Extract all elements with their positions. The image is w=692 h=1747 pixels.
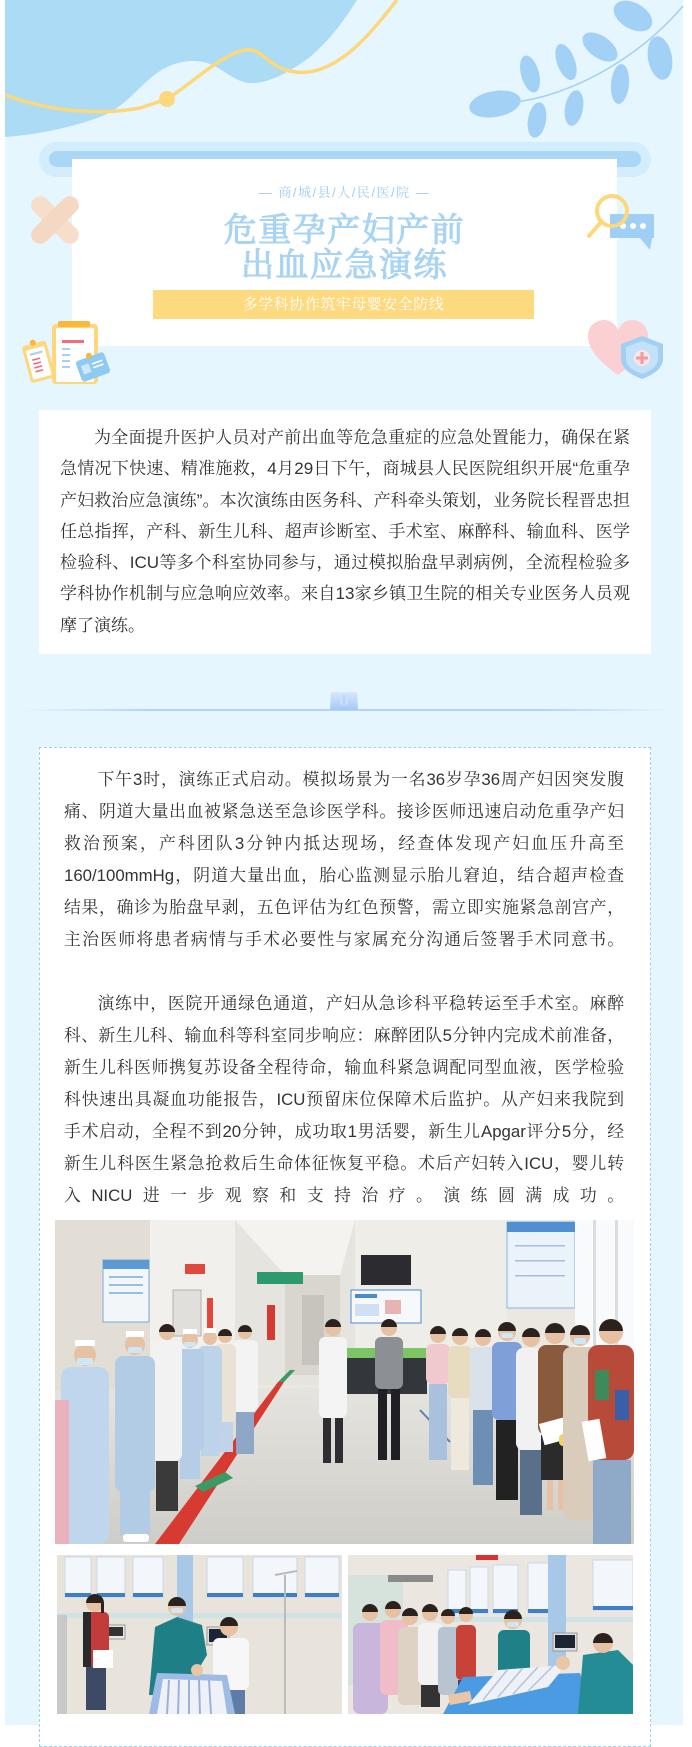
text-line: 演练中，医院开通绿色通道，产妇从急诊科平稳转运至手术室。麻醉 xyxy=(97,994,624,1013)
text-line: 学科协作机制与应急响应效率。来自13家乡镇卫生院的相关专业医务人员观 xyxy=(60,584,630,604)
text-line: 痛、阴道大量出血被紧急送至急诊医学科。接诊医师迅速启动危重孕产妇 xyxy=(64,802,624,821)
text-line: 新生儿科医师携复苏设备全程待命，输血科紧急调配同型血液，医学检验 xyxy=(64,1058,624,1077)
text-line: 急情况下快速、精准施救，4月29日下午，商城县人民医院组织开展“危重孕 xyxy=(60,459,630,479)
text-line: 摩了演练。 xyxy=(60,615,145,635)
page-title-line-2: 出血应急演练 xyxy=(241,245,448,284)
text-line: 新生儿科医生紧急抢救后生命体征恢复平稳。术后产妇转入ICU，婴儿转 xyxy=(64,1154,624,1173)
title-card xyxy=(72,159,617,346)
text-line: 手术启动，全程不到20分钟，成功取1男活婴，新生儿Apgar评分5分，经 xyxy=(64,1122,624,1141)
text-line: 下午3时，演练正式启动。模拟场景为一名36岁孕36周产妇因突发腹 xyxy=(97,770,624,789)
text-line: 检验科、ICU等多个科室协同参与，通过模拟胎盘早剥病例，全流程检验多 xyxy=(60,553,630,573)
text-line: 为全面提升医护人员对产前出血等危急重症的应急处置能力，确保在紧 xyxy=(94,428,630,447)
text-line: 科快速出具凝血功能报告，ICU预留床位保障术后监护。从产妇来我院到 xyxy=(64,1090,624,1109)
subtitle-banner: 多学科协作筑牢母婴安全防线 xyxy=(153,290,534,319)
paragraph xyxy=(64,988,624,1212)
text-line: 产妇救治应急演练”。本次演练由医务科、产科牵头策划，业务院长程晋忠担 xyxy=(60,490,630,510)
stretcher-photo-illustration xyxy=(348,1555,633,1714)
intro-card xyxy=(39,410,651,654)
paragraph-spacer xyxy=(64,956,624,988)
photo-ward-treatment[interactable] xyxy=(57,1555,342,1714)
photo-corridor-briefing[interactable] xyxy=(55,1220,634,1544)
text-line: 主治医师将患者病情与手术必要性与家属充分沟通后签署手术同意书。 xyxy=(64,930,624,949)
text-line: 结果，确诊为胎盘早剥，五色评估为红色预警，需立即实施紧急剖宫产， xyxy=(64,898,624,917)
body-paragraphs xyxy=(64,764,624,1212)
text-line: 入NICU进一步观察和支持治疗。演练圆满成功。 xyxy=(64,1186,624,1205)
intro-paragraph xyxy=(60,422,630,641)
text-line: 任总指挥，产科、新生儿科、超声诊断室、手术室、麻醉科、输血科、医学 xyxy=(60,521,630,541)
text-line: 救治预案，产科团队3分钟内抵达现场，经查体发现产妇血压升高至 xyxy=(64,834,624,853)
hospital-name: — 商/城/县/人/民/医/院 — xyxy=(258,185,431,200)
text-line: 160/100mmHg，阴道大量出血，胎心监测显示胎儿窘迫，结合超声检查 xyxy=(64,866,624,885)
corridor-photo-illustration xyxy=(55,1220,634,1544)
photo-stretcher-observation[interactable] xyxy=(348,1555,633,1714)
text-line: 科、新生儿科、输血科等科室同步响应：麻醉团队5分钟内完成术前准备， xyxy=(64,1026,624,1045)
folder-icon xyxy=(328,690,360,710)
ward-photo-illustration xyxy=(57,1555,342,1714)
paragraph xyxy=(64,764,624,956)
page-title-line-1: 危重孕产妇产前 xyxy=(223,210,466,249)
